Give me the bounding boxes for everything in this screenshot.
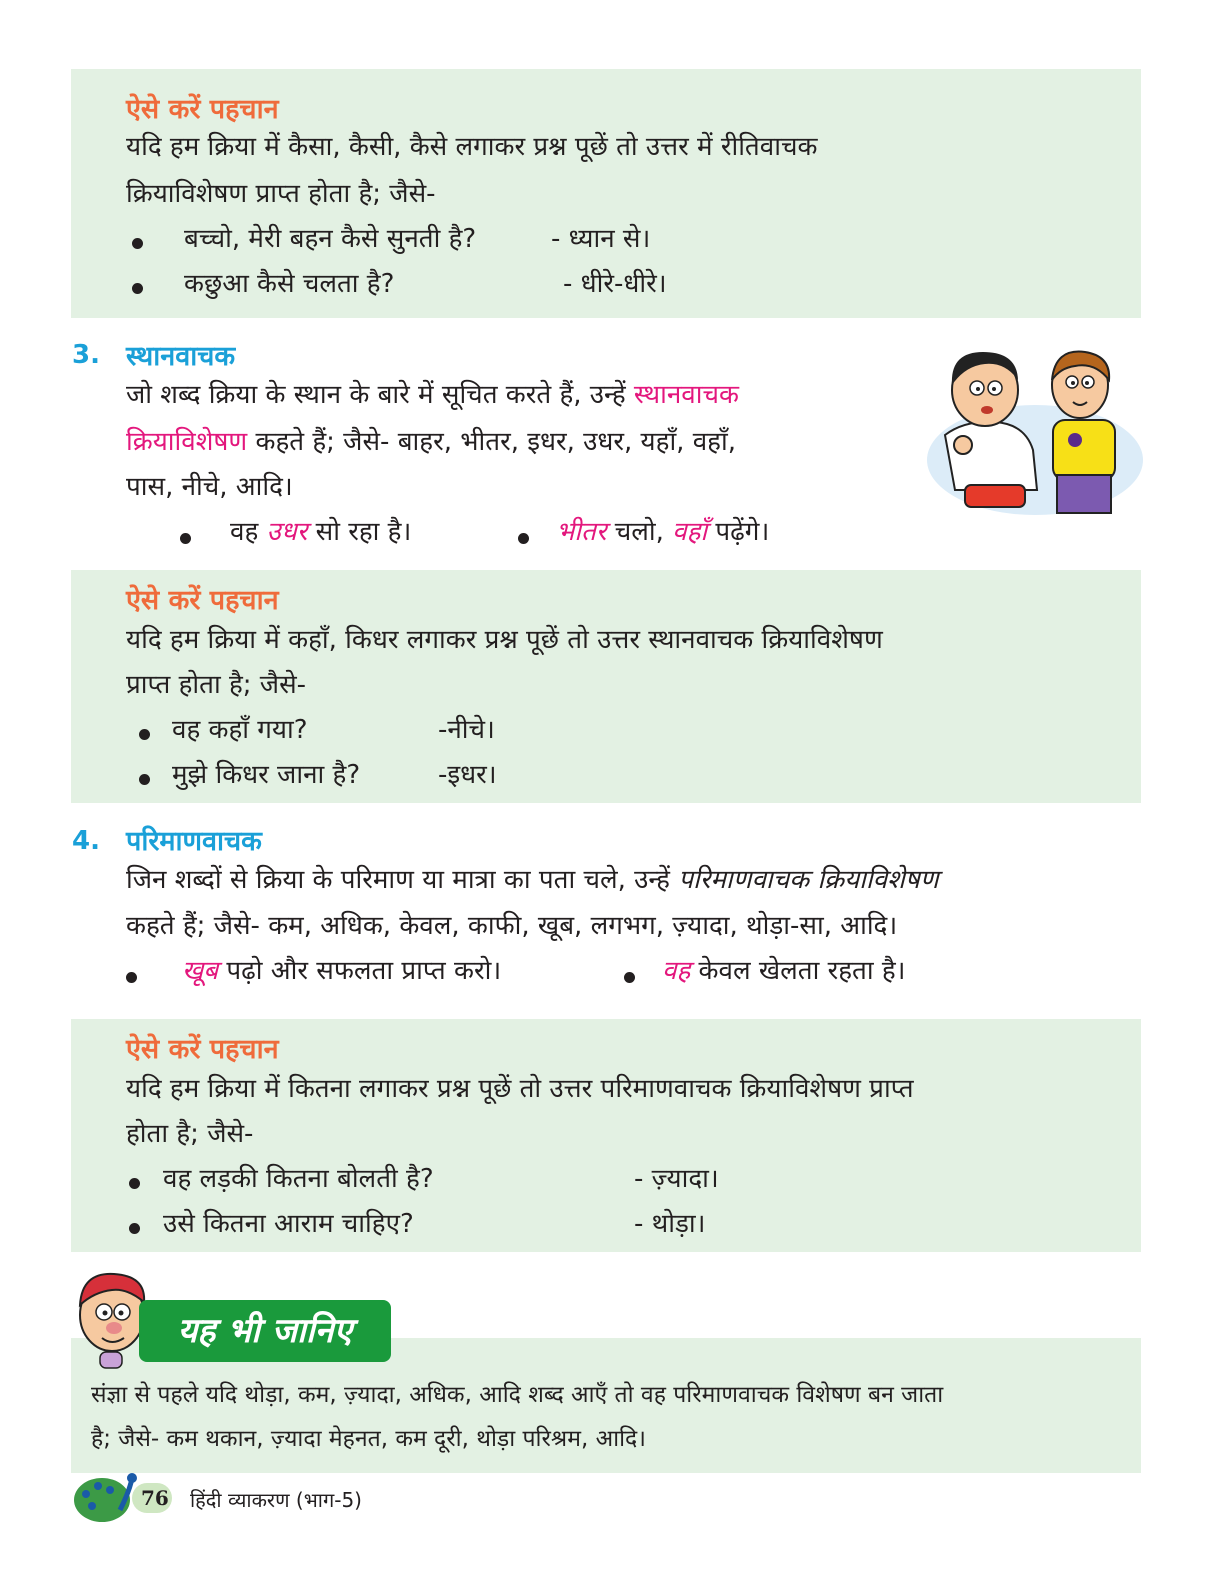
highlight-term: भीतर [556, 517, 607, 547]
text: सो रहा है। [315, 517, 412, 547]
section-text-line [126, 865, 939, 896]
example-question: बच्चो, मेरी बहन कैसे सुनती है? [184, 224, 477, 254]
text: पढ़ेंगे। [715, 517, 770, 547]
box-title: ऐसे करें पहचान [126, 94, 279, 125]
section-number: 4. [72, 826, 100, 856]
text: पढ़ो और सफलता प्राप्त करो। [226, 956, 502, 986]
box-text-line: होता है; जैसे- [126, 1119, 254, 1149]
example-sentence [662, 956, 905, 987]
box-text-line: प्राप्त होता है; जैसे- [126, 670, 307, 700]
bullet-icon [129, 1223, 140, 1234]
example-answer: - थोड़ा। [634, 1209, 706, 1239]
section-text-line [126, 380, 739, 411]
section-text-line [126, 427, 736, 458]
example-question: वह कहाँ गया? [172, 715, 308, 745]
bullet-icon [180, 533, 191, 544]
bullet-icon [132, 238, 143, 249]
highlight-term: वहाँ [672, 517, 708, 547]
example-answer: -नीचे। [438, 715, 495, 745]
example-answer: -इधर। [438, 760, 497, 790]
text: कहते हैं; जैसे- बाहर, भीतर, इधर, उधर, यहाँ, वहाँ, [255, 427, 736, 457]
text: केवल खेलता रहता है। [698, 956, 906, 986]
highlight-term: खूब [182, 956, 219, 986]
section-number: 3. [72, 340, 100, 370]
section-text-line: पास, नीचे, आदि। [126, 472, 293, 502]
highlight-term: स्थानवाचक [633, 380, 739, 410]
bullet-icon [624, 972, 635, 983]
identification-box-3 [71, 1019, 1141, 1252]
know-more-banner [139, 1300, 391, 1362]
bullet-icon [139, 774, 150, 785]
boys-illustration [925, 340, 1145, 515]
book-title: हिंदी व्याकरण (भाग-5) [190, 1488, 362, 1512]
example-question: वह लड़की कितना बोलती है? [163, 1164, 434, 1194]
box-title: ऐसे करें पहचान [126, 1034, 279, 1065]
example-question: उसे कितना आराम चाहिए? [163, 1209, 414, 1239]
identification-box-2 [71, 570, 1141, 803]
text: वह [230, 517, 259, 547]
example-question: कछुआ कैसे चलता है? [184, 269, 395, 299]
example-question: मुझे किधर जाना है? [172, 760, 361, 790]
bullet-icon [139, 729, 150, 740]
example-sentence [556, 517, 769, 548]
highlight-term: क्रियाविशेषण [126, 427, 248, 457]
identification-box-1 [71, 69, 1141, 318]
box-text-line: यदि हम क्रिया में कहाँ, किधर लगाकर प्रश्न पूछें तो उत्तर स्थानवाचक क्रियाविशेषण [126, 625, 883, 655]
know-text-line: संज्ञा से पहले यदि थोड़ा, कम, ज़्यादा, अधिक, आदि शब्द आएँ तो वह परिमाणवाचक विशेषण बन जाता [91, 1382, 944, 1408]
bullet-icon [129, 1178, 140, 1189]
page-number: 76 [141, 1486, 169, 1510]
text: जो शब्द क्रिया के स्थान के बारे में सूचित करते हैं, उन्हें [126, 380, 626, 410]
example-answer: - ध्यान से। [551, 224, 651, 254]
box-text-line: क्रियाविशेषण प्राप्त होता है; जैसे- [126, 179, 436, 209]
example-answer: - ज़्यादा। [634, 1164, 719, 1194]
highlight-term: वह [662, 956, 691, 986]
box-text-line: यदि हम क्रिया में कैसा, कैसी, कैसे लगाकर प्रश्न पूछें तो उत्तर में रीतिवाचक [126, 132, 818, 162]
section-title: स्थानवाचक [126, 341, 236, 372]
example-sentence [230, 517, 411, 548]
know-more-title: यह भी जानिए [177, 1311, 353, 1351]
section-text-line: कहते हैं; जैसे- कम, अधिक, केवल, काफी, खूब, लगभग, ज़्यादा, थोड़ा-सा, आदि। [126, 911, 898, 941]
example-answer: - धीरे-धीरे। [563, 269, 667, 299]
highlight-term: परिमाणवाचक क्रियाविशेषण [678, 865, 939, 895]
bullet-icon [518, 533, 529, 544]
highlight-term: उधर [266, 517, 308, 547]
bullet-icon [126, 972, 137, 983]
example-sentence [182, 956, 501, 987]
text: चलो, [614, 517, 664, 547]
box-text-line: यदि हम क्रिया में कितना लगाकर प्रश्न पूछें तो उत्तर परिमाणवाचक क्रियाविशेषण प्राप्त [126, 1074, 914, 1104]
box-title: ऐसे करें पहचान [126, 585, 279, 616]
know-text-line: है; जैसे- कम थकान, ज़्यादा मेहनत, कम दूरी, थोड़ा परिश्रम, आदि। [91, 1426, 646, 1452]
bullet-icon [132, 283, 143, 294]
text: जिन शब्दों से क्रिया के परिमाण या मात्रा का पता चले, उन्हें [126, 865, 670, 895]
section-title: परिमाणवाचक [126, 826, 262, 857]
